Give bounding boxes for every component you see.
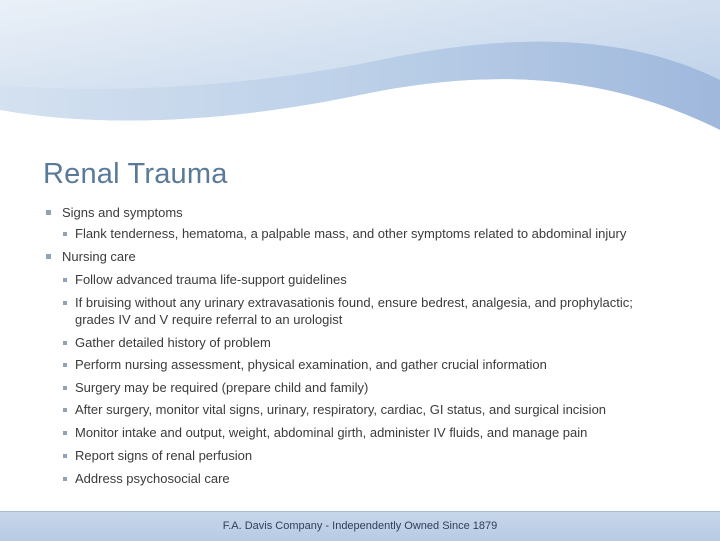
square-bullet-icon [63, 408, 67, 412]
footer-text: F.A. Davis Company - Independently Owned Since 1879 [222, 520, 498, 532]
square-bullet-icon [46, 210, 51, 215]
square-bullet-icon [63, 386, 67, 390]
square-bullet-icon [63, 454, 67, 458]
slide-title: Renal Trauma [43, 158, 228, 190]
square-bullet-icon [63, 232, 67, 236]
square-bullet-icon [63, 341, 67, 345]
square-bullet-icon [63, 477, 67, 481]
square-bullet-icon [63, 363, 67, 367]
footer-bar [0, 511, 720, 541]
bullet-list: Signs and symptoms Flank tenderness, hematoma, a palpable mass, and other symptoms related to abdominal injury Nursing care Follow advanced trauma life-support guidelines If bruising without any urinary extravasationis found, ensure bedrest, analgesia, and prophylactic; grades IV and V require referral to an urologist Gather detailed history of problem Perform nursing assessment, physical examination, and gather crucial information Surgery may be required (prepare child and family) After surgery, monitor vital signs, urinary, respiratory, cardiac, GI status, and surgical incision Monitor intake and output, weight, abdominal girth, administer IV fluids, and manage pain Report signs of renal perfusion Address psychosocial care [0, 0, 720, 520]
square-bullet-icon [63, 278, 67, 282]
square-bullet-icon [63, 301, 67, 305]
square-bullet-icon [46, 254, 51, 259]
square-bullet-icon [63, 431, 67, 435]
